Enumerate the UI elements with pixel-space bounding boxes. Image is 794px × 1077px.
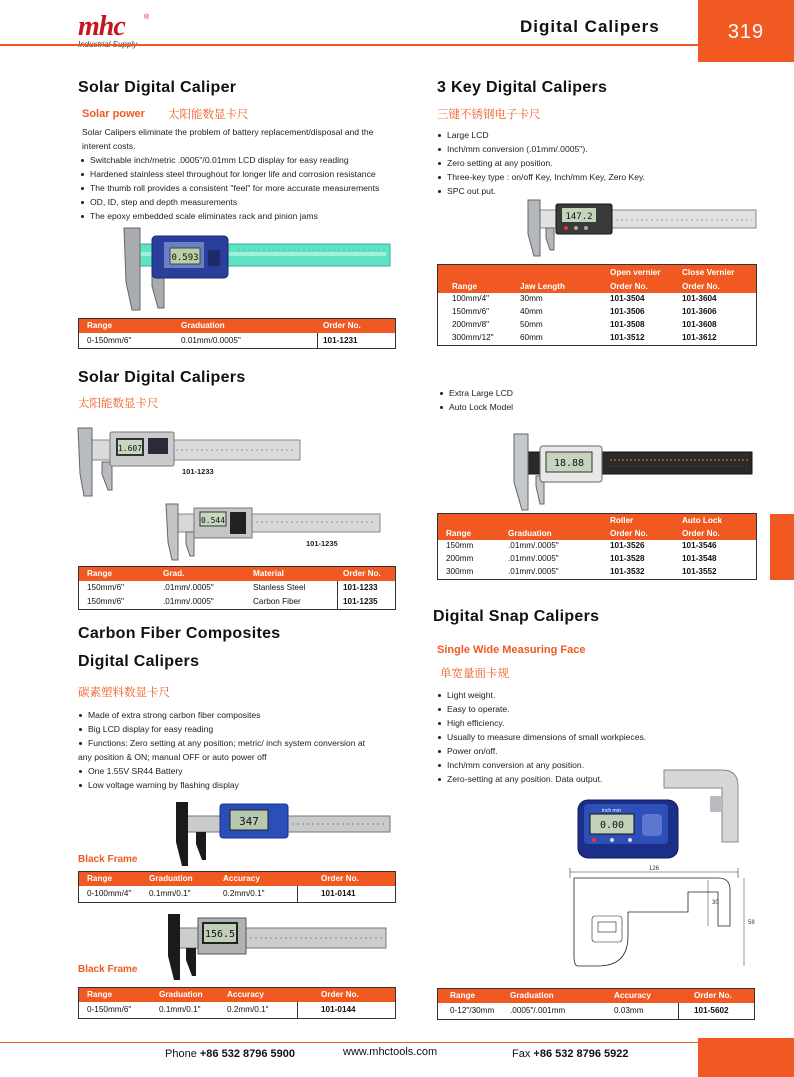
cell: 101-3532 (610, 567, 645, 576)
logo-text: mhc (78, 11, 125, 42)
col-header: Order No. (682, 282, 720, 291)
cell: 101-3548 (682, 554, 717, 563)
lcd-readout: 347 (239, 815, 259, 828)
side-tab-marker (770, 514, 794, 580)
snap-caliper-image (572, 768, 742, 860)
dimension-height-2: 58 (748, 920, 755, 926)
product-label-101-1233: 101-1233 (182, 467, 214, 476)
section-title-3-key-calipers: 3 Key Digital Calipers (437, 79, 608, 96)
col-header: Order No. (682, 529, 720, 538)
auto-lock-caliper-image (510, 432, 756, 512)
cell: 150mm/6" (87, 597, 125, 606)
col-header: Range (87, 990, 113, 999)
feature-item: Big LCD display for easy reading (78, 722, 365, 736)
col-header: Grad. (163, 569, 185, 578)
section-subtitle-snap: Single Wide Measuring Face (437, 644, 586, 656)
chinese-title-solar-calipers: 太阳能数显卡尺 (78, 396, 159, 410)
dimension-width: 126 (648, 866, 660, 872)
fax-number: +86 532 8796 5922 (533, 1048, 629, 1060)
cell: 101-3512 (610, 333, 645, 342)
col-header: Graduation (510, 991, 554, 1000)
col-header-top: Open vernier (610, 268, 661, 277)
lcd-readout: 0.00 (599, 820, 625, 831)
order-table-solar-caliper (78, 318, 396, 349)
col-header-top: Auto Lock (682, 516, 723, 525)
chinese-title-carbon-fiber: 碳素塑料数显卡尺 (78, 685, 170, 699)
cell: 300mm/12" (452, 333, 494, 342)
table-row (438, 1003, 754, 1019)
col-header: Order No. (610, 529, 648, 538)
carbon-caliper-image-2 (164, 912, 394, 982)
page-title: Digital Calipers (520, 17, 660, 36)
header-rule (0, 44, 698, 46)
section-title-carbon-fiber-line2: Digital Calipers (78, 653, 200, 670)
feature-item: Functions: Zero setting at any position; metric/ inch system conversion at (78, 736, 365, 750)
snap-caliper-dimension-drawing (568, 866, 758, 972)
col-header: Graduation (508, 529, 552, 538)
footer-fax (512, 1048, 629, 1060)
feature-item: Inch/mm conversion (.01mm/.0005"). (437, 142, 645, 156)
cell: 101-3552 (682, 567, 717, 576)
cell: 0-100mm/4" (87, 889, 132, 898)
cell: 50mm (520, 320, 543, 329)
order-table-solar-calipers (78, 566, 396, 610)
section-title-solar-caliper: Solar Digital Caliper (78, 79, 237, 96)
section-title-snap-calipers: Digital Snap Calipers (433, 608, 600, 625)
feature-item: Inch/mm conversion at any position. (437, 758, 646, 772)
cell: 0.2mm/0.1" (227, 1005, 269, 1014)
footer-phone (165, 1048, 295, 1060)
cell: 150mm/6" (87, 583, 125, 592)
cell: 101-1231 (323, 336, 358, 345)
cell: .01mm/.0005" (508, 541, 559, 550)
cell: 101-1233 (343, 583, 378, 592)
feature-item: Power on/off. (437, 744, 646, 758)
dimension-height-1: 30 (712, 900, 719, 906)
cell: 30mm (520, 294, 543, 303)
cell: 101-0141 (321, 889, 356, 898)
lcd-readout: 156.5 (204, 929, 236, 940)
cell: 101-3528 (610, 554, 645, 563)
col-header-top: Roller (610, 516, 634, 525)
logo-registered-mark: ® (144, 14, 150, 21)
section-title-solar-calipers: Solar Digital Calipers (78, 369, 246, 386)
feature-item: The thumb roll provides a consistent "feel" for more accurate measurements (80, 181, 379, 195)
cell: Carbon Fiber (253, 597, 301, 606)
frame-label-1: Black Frame (78, 854, 138, 865)
cell: .01mm/.0005" (163, 583, 214, 592)
col-header: Material (253, 569, 284, 578)
feature-item: The epoxy embedded scale eliminates rack and pinion jams (80, 209, 379, 223)
cell: 100mm/4" (452, 294, 490, 303)
col-header: Range (87, 569, 113, 578)
chinese-title-3-key-calipers: 三键不锈钢电子卡尺 (437, 107, 541, 121)
feature-item: Zero setting at any position. (437, 156, 645, 170)
col-header: Graduation (149, 874, 193, 883)
col-header: Accuracy (227, 990, 264, 999)
cell: 101-3504 (610, 294, 645, 303)
cell: 0-12"/30mm (450, 1006, 495, 1015)
cell: 101-3546 (682, 541, 717, 550)
col-header: Range (450, 991, 476, 1000)
cell: Stanless Steel (253, 583, 306, 592)
order-table-3-key (437, 264, 757, 346)
feature-item: Large LCD (437, 128, 645, 142)
col-header: Order No. (321, 874, 359, 883)
lcd-readout: 0.593 (171, 253, 199, 263)
table-row (438, 553, 756, 566)
table-row (79, 886, 395, 902)
fax-label: Fax (512, 1048, 531, 1060)
feature-list-carbon-fiber-2 (78, 764, 239, 792)
feature-item: Auto Lock Model (439, 400, 513, 414)
cell: .01mm/.0005" (163, 597, 214, 606)
cell: 300mm (446, 567, 474, 576)
col-header: Jaw Length (520, 282, 566, 291)
chinese-title-snap: 单宽量面卡规 (440, 666, 509, 680)
cell: 0-150mm/6" (87, 1005, 132, 1014)
cell: 150mm (446, 541, 474, 550)
cell: 101-5602 (694, 1006, 729, 1015)
solar-caliper-image-1 (76, 424, 306, 498)
solar-caliper-image-2 (164, 502, 384, 562)
chinese-title-solar-caliper: 太阳能数显卡尺 (168, 107, 249, 121)
order-table-carbon-fiber-1 (78, 871, 396, 903)
feature-item: Made of extra strong carbon fiber composites (78, 708, 365, 722)
cell: 101-3612 (682, 333, 717, 342)
col-header-top: Close Vernier (682, 268, 735, 277)
col-header: Accuracy (223, 874, 260, 883)
table-row (79, 333, 395, 348)
feature-item: Low voltage warning by flashing display (78, 778, 239, 792)
cell: 101-3506 (610, 307, 645, 316)
cell: 0.01mm/0.0005" (181, 336, 241, 345)
lcd-readout: 18.88 (553, 458, 585, 469)
cell: 101-3604 (682, 294, 717, 303)
col-header: Order No. (610, 282, 648, 291)
col-header: Graduation (181, 321, 225, 330)
cell: .0005"/.001mm (510, 1006, 566, 1015)
feature-item: SPC out put. (437, 184, 645, 198)
cell: 101-3526 (610, 541, 645, 550)
table-row (79, 595, 395, 609)
solar-caliper-image (108, 222, 408, 314)
feature-item: Switchable inch/metric .0005"/0.01mm LCD display for easy reading (80, 153, 379, 167)
cell: 150mm/6" (452, 307, 490, 316)
table-row (438, 566, 756, 579)
col-header: Accuracy (614, 991, 651, 1000)
product-label-101-1235: 101-1235 (306, 539, 338, 548)
frame-label-2: Black Frame (78, 964, 138, 975)
feature-item: Hardened stainless steel throughout for longer life and corrosion resistance (80, 167, 379, 181)
feature-continuation: any position & ON; manual OFF or auto power off (78, 752, 267, 762)
footer-website[interactable]: www.mhctools.com (343, 1046, 438, 1058)
table-row (438, 332, 756, 345)
col-header: Range (452, 282, 478, 291)
page-number: 319 (698, 0, 794, 62)
table-row (79, 1002, 395, 1018)
table-row (438, 319, 756, 332)
lcd-readout: 1.607 (117, 444, 143, 453)
order-table-auto-lock (437, 513, 757, 580)
lcd-readout: 147.2 (565, 212, 593, 222)
feature-item: High efficiency. (437, 716, 646, 730)
col-header: Range (87, 874, 113, 883)
lcd-readout: 0.544 (200, 516, 226, 525)
feature-item: Extra Large LCD (439, 386, 513, 400)
col-header: Order No. (694, 991, 732, 1000)
feature-list-solar-caliper (80, 153, 379, 223)
phone-number: +86 532 8796 5900 (199, 1048, 295, 1060)
feature-item: One 1.55V SR44 Battery (78, 764, 239, 778)
feature-item: Zero-setting at any position. Data output. (437, 772, 646, 786)
cell: .01mm/.0005" (508, 567, 559, 576)
cell: 200mm (446, 554, 474, 563)
col-header: Range (87, 321, 113, 330)
cell: 0-150mm/6" (87, 336, 132, 345)
footer-rule (0, 1042, 698, 1043)
cell: 101-3508 (610, 320, 645, 329)
cell: 0.1mm/0.1" (149, 889, 191, 898)
col-header: Order No. (321, 990, 359, 999)
cell: 200mm/8" (452, 320, 490, 329)
cell: 101-1235 (343, 597, 378, 606)
feature-item: Usually to measure dimensions of small workpieces. (437, 730, 646, 744)
cell: 0.03mm (614, 1006, 644, 1015)
cell: 101-0144 (321, 1005, 356, 1014)
feature-item: Three-key type : on/off Key, Inch/mm Key, Zero Key. (437, 170, 645, 184)
company-logo (78, 11, 158, 46)
brand-label: inch mm (602, 808, 621, 814)
feature-item: Light weight. (437, 688, 646, 702)
cell: .01mm/.0005" (508, 554, 559, 563)
table-row (79, 581, 395, 595)
order-table-carbon-fiber-2 (78, 987, 396, 1019)
section-title-carbon-fiber: Carbon Fiber Composites (78, 625, 281, 642)
carbon-caliper-image-1 (172, 798, 394, 868)
cell: 101-3606 (682, 307, 717, 316)
section-subtitle-solar-power: Solar power (82, 108, 145, 120)
phone-label: Phone (165, 1048, 197, 1060)
col-header: Order No. (343, 569, 381, 578)
feature-list-carbon-fiber (78, 708, 365, 750)
col-header: Graduation (159, 990, 203, 999)
cell: 101-3608 (682, 320, 717, 329)
col-header: Range (446, 529, 472, 538)
feature-item: Easy to operate. (437, 702, 646, 716)
cell: 40mm (520, 307, 543, 316)
table-row (438, 540, 756, 553)
cell: 0.1mm/0.1" (159, 1005, 201, 1014)
col-header: Order No. (323, 321, 361, 330)
3-key-caliper-image (524, 198, 760, 258)
order-table-snap (437, 988, 755, 1020)
cell: 60mm (520, 333, 543, 342)
feature-list-extra-large-lcd (439, 386, 513, 414)
feature-list-3-key (437, 128, 645, 198)
feature-item: OD, ID, step and depth measurements (80, 195, 379, 209)
table-row (438, 306, 756, 319)
cell: 0.2mm/0.1" (223, 889, 265, 898)
footer-accent-box (698, 1038, 794, 1077)
intro-text: Solar Calipers eliminate the problem of battery replacement/disposal and the interent costs. (82, 127, 374, 151)
table-row (438, 293, 756, 306)
